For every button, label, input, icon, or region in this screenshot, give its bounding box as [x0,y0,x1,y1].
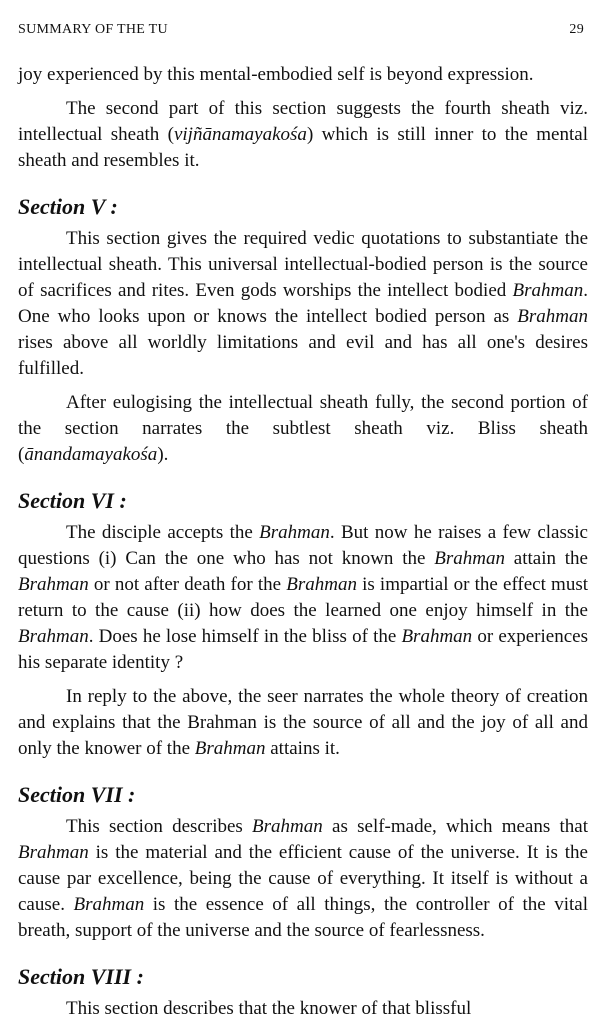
paragraph-section-viii: This section describes that the knower of that blissful [66,998,472,1019]
running-head [18,22,584,42]
body-text [18,62,588,1022]
running-title: SUMMARY OF THE TU [18,22,168,37]
paragraph-section-vii: This section describes Brahman as self-made, which means that Brahman is the material and the efficient cause of the universe. It is the cause par excellence, being the cause of everything. It itself is without a cause. Brahman is the essence of all things, the controller of the vital breath, support of the universe and the source of fearlessness. [18,816,588,941]
paragraph-reply: In reply to the above, the seer narrates the whole theory of creation and explains that the Brahman is the source of all and the joy of all and only the knower of the Brahman attains it. [18,686,588,759]
paragraph-bliss-sheath: After eulogising the intellectual sheath fully, the second portion of the section narrates the subtlest sheath viz. Bliss sheath (ānandamayakośa). [18,392,588,465]
section-heading-viii: Section VIII : [18,964,144,989]
sanskrit-term: vijñānamayakośa [173,124,307,145]
page-number: 29 [569,22,584,37]
paragraph-section-vi: The disciple accepts the Brahman. But now he raises a few classic questions (i) Can the one who has not known the Brahman attain the Brahman or not after death for the Brahman is impartial or the effect must return to the cause (ii) how does the learned one enjoy himself in the Brahman. Does he lose himself in the bliss of the Brahman or experiences his separate identity ? [18,522,589,673]
section-heading-v: Section V : [18,194,118,219]
section-heading-vi: Section VI : [18,488,127,513]
paragraph-continued: joy experienced by this mental-embodied self is beyond expression. [18,64,534,85]
paragraph-intellectual-sheath: The second part of this section suggests the fourth sheath viz. intellectual sheath (vijñānamayakośa) which is still inner to the mental sheath and resembles it. [18,98,588,171]
paragraph-section-v: This section gives the required vedic quotations to substantiate the intellectual sheath. This universal intellectual-bodied person is the source of sacrifices and rites. Even gods worships the intellect bodied Brahman. One who looks upon or knows the intellect bodied person as Brahman rises above all worldly limitations and evil and has all one's desires fulfilled. [18,228,588,379]
section-heading-vii: Section VII : [18,782,136,807]
sanskrit-term: ānandamayakośa [24,444,158,465]
